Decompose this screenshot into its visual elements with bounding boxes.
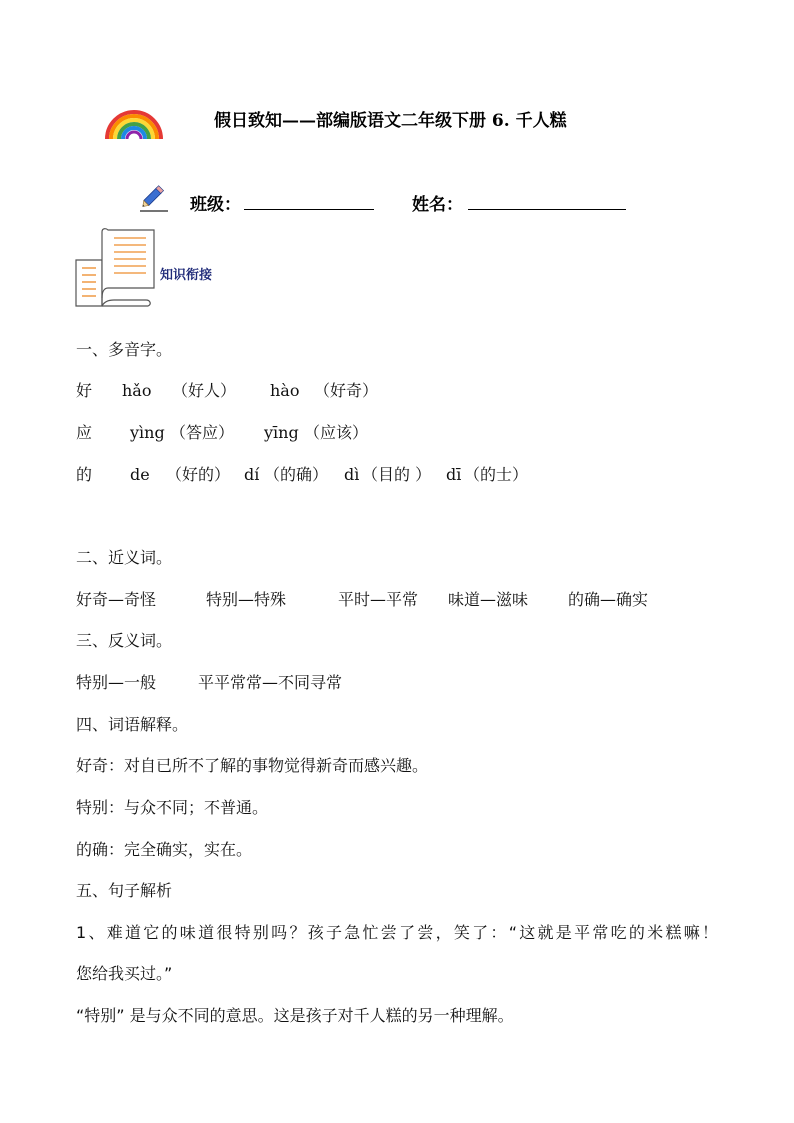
polyphone-char: 的 bbox=[76, 465, 93, 484]
polyphone-char: 应 bbox=[76, 423, 93, 442]
page-title: 假日致知——部编版语文二年级下册 6. 千人糕 bbox=[214, 111, 567, 131]
name-label: 姓名： bbox=[412, 195, 463, 215]
example-word: （好人） bbox=[172, 381, 237, 400]
example-word: （的士） bbox=[464, 465, 529, 484]
synonym-pair: 特别—特殊 bbox=[206, 590, 287, 609]
example-word: （的确） bbox=[264, 465, 329, 484]
scroll-document-icon bbox=[74, 226, 158, 308]
definition-line: 的确：完全确实，实在。 bbox=[76, 840, 253, 859]
pinyin: de bbox=[130, 465, 150, 484]
analysis-line: “特别” 是与众不同的意思。这是孩子对千人糕的另一种理解。 bbox=[76, 1006, 514, 1025]
polyphone-row bbox=[76, 378, 378, 401]
example-word: （应该） bbox=[304, 423, 369, 442]
polyphone-row bbox=[76, 462, 528, 485]
example-word: （目的 ） bbox=[362, 465, 432, 484]
example-word: （答应） bbox=[170, 423, 235, 442]
antonym-pair: 平平常常—不同寻常 bbox=[198, 673, 343, 692]
section-heading: 五、句子解析 bbox=[76, 881, 173, 900]
name-field[interactable] bbox=[468, 209, 626, 210]
synonym-pair: 平时—平常 bbox=[338, 590, 419, 609]
class-field[interactable] bbox=[244, 209, 374, 210]
pencil-icon bbox=[136, 180, 170, 214]
definition-line: 特别：与众不同；不普通。 bbox=[76, 798, 269, 817]
synonym-pair: 味道—滋味 bbox=[448, 590, 529, 609]
section-heading: 二、近义词。 bbox=[76, 548, 173, 567]
pinyin: dī bbox=[446, 465, 462, 484]
section-heading: 四、词语解释。 bbox=[76, 715, 189, 734]
synonym-list bbox=[76, 587, 648, 610]
pinyin: dí bbox=[244, 465, 260, 484]
pinyin: dì bbox=[344, 465, 360, 484]
polyphone-char: 好 bbox=[76, 381, 93, 400]
section-heading: 一、多音字。 bbox=[76, 340, 173, 359]
pinyin: yīng bbox=[264, 423, 299, 442]
sentence-line: 1、难道它的味道很特别吗？孩子急忙尝了尝，笑了：“这就是平常吃的米糕嘛！ bbox=[76, 923, 718, 942]
pinyin: hào bbox=[270, 381, 300, 400]
example-word: （好奇） bbox=[314, 381, 379, 400]
synonym-pair: 的确—确实 bbox=[568, 590, 649, 609]
antonym-list bbox=[76, 670, 342, 693]
antonym-pair: 特别—一般 bbox=[76, 673, 157, 692]
synonym-pair: 好奇—奇怪 bbox=[76, 590, 157, 609]
section-heading: 三、反义词。 bbox=[76, 631, 173, 650]
sentence-line: 您给我买过。” bbox=[76, 964, 173, 983]
example-word: （好的） bbox=[166, 465, 231, 484]
definition-line: 好奇：对自已所不了解的事物觉得新奇而感兴趣。 bbox=[76, 756, 429, 775]
polyphone-row bbox=[76, 420, 368, 443]
pinyin: hǎo bbox=[122, 381, 152, 400]
rainbow-icon bbox=[104, 108, 164, 140]
class-label: 班级： bbox=[190, 195, 241, 215]
knowledge-section-label: 知识衔接 bbox=[160, 268, 213, 283]
pinyin: yìng bbox=[130, 423, 165, 442]
